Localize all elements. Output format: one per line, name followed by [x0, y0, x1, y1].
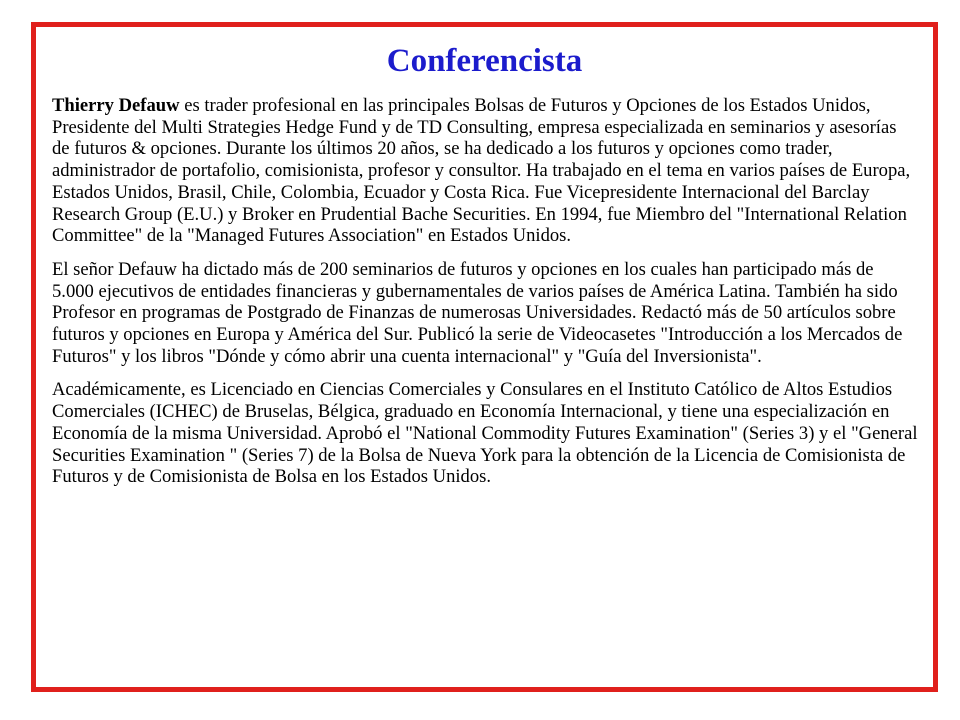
speaker-name: Thierry Defauw	[52, 95, 180, 116]
slide-title: Conferencista	[386, 43, 583, 79]
slide-frame	[31, 22, 938, 692]
bio-paragraph-3: Académicamente, es Licenciado en Ciencias Comerciales y Consulares en el Instituto Católico de Altos Estudios Comerciales (ICHEC) de Bruselas, Bélgica, graduado en Economía Internacional, y tiene una especialización en Economía de la misma Universidad. Aprobó el "National Commodity Futures Examination" (Series 3) y el "General Securities Examination " (Series 7) de la Bolsa de Nueva York para la obtención de la Licencia de Comisionista de Futuros y de Comisionista de Bolsa en los Estados Unidos.	[52, 379, 918, 488]
slide-body	[52, 95, 918, 500]
bio-paragraph-1	[52, 95, 918, 247]
bio-paragraph-1-text: es trader profesional en las principales Bolsas de Futuros y Opciones de los Estados Unidos, Presidente del Multi Strategies Hedge Fund y de TD Consulting, empresa especializada en seminarios y asesorías de futuros & opciones. Durante los últimos 20 años, se ha dedicado a los futuros y opciones como trader, administrador de portafolio, comisionista, profesor y consultor. Ha trabajado en el tema en varios países de Europa, Estados Unidos, Brasil, Chile, Colombia, Ecuador y Costa Rica. Fue Vicepresidente Internacional del Barclay Research Group (E.U.) y Broker en Prudential Bache Securities. En 1994, fue Miembro del "International Relation Committee" de la "Managed Futures Association" en Estados Unidos.	[52, 95, 911, 247]
bio-paragraph-2: El señor Defauw ha dictado más de 200 seminarios de futuros y opciones en los cuales han participado más de 5.000 ejecutivos de entidades financieras y gubernamentales de varios países de América Latina. También ha sido Profesor en programas de Postgrado de Finanzas de numerosas Universidades. Redactó más de 50 artículos sobre futuros y opciones en Europa y América del Sur. Publicó la serie de Videocasetes "Introducción a los Mercados de Futuros" y los libros "Dónde y cómo abrir una cuenta internacional" y "Guía del Inversionista".	[52, 258, 903, 367]
